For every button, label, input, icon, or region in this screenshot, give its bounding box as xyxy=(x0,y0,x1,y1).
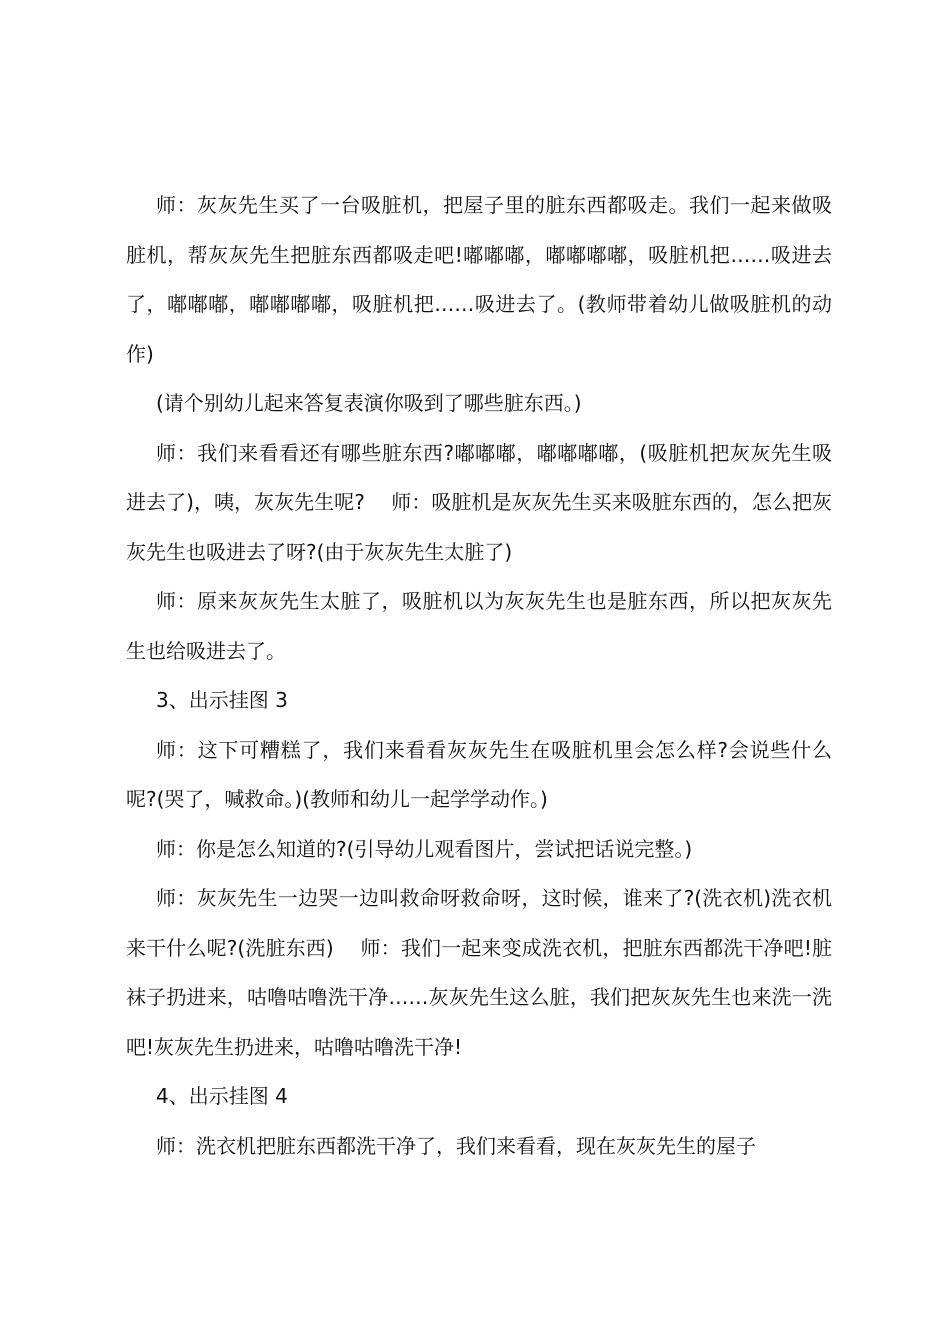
paragraph-5: 师：这下可糟糕了，我们来看看灰灰先生在吸脏机里会怎么样?会说些什么呢?(哭了，喊救命。)(教师和幼儿一起学学动作。) xyxy=(126,737,832,811)
paragraph-1: 师：灰灰先生买了一台吸脏机，把屋子里的脏东西都吸走。我们一起来做吸脏机，帮灰灰先生把脏东西都吸走吧!嘟嘟嘟，嘟嘟嘟嘟，吸脏机把……吸进去了，嘟嘟嘟，嘟嘟嘟嘟，吸脏机把……吸进去了。(教师带着幼儿做吸脏机的动作) xyxy=(126,193,832,366)
paragraph-7: 师：灰灰先生一边哭一边叫救命呀救命呀，这时候，谁来了?(洗衣机)洗衣机来干什么呢?(洗脏东西) 师：我们一起来变成洗衣机，把脏东西都洗干净吧!脏袜子扔进来，咕噜咕噜洗干净……灰灰先生这么脏，我们把灰灰先生也来洗一洗吧!灰灰先生扔进来，咕噜咕噜洗干净! xyxy=(126,886,832,1059)
paragraph-2: (请个别幼儿起来答复表演你吸到了哪些脏东西。) xyxy=(156,391,582,415)
document-body xyxy=(126,181,832,1171)
section-heading-3: 3、出示挂图 3 xyxy=(156,688,288,712)
paragraph-3: 师：我们来看看还有哪些脏东西?嘟嘟嘟，嘟嘟嘟嘟，(吸脏机把灰灰先生吸进去了)，咦，灰灰先生呢? 师：吸脏机是灰灰先生买来吸脏东西的，怎么把灰灰先生也吸进去了呀?(由于灰灰先生太脏了) xyxy=(126,440,832,564)
paragraph-4: 师：原来灰灰先生太脏了，吸脏机以为灰灰先生也是脏东西，所以把灰灰先生也给吸进去了。 xyxy=(126,589,832,663)
paragraph-8: 师：洗衣机把脏东西都洗干净了，我们来看看，现在灰灰先生的屋子 xyxy=(156,1133,756,1158)
section-heading-4: 4、出示挂图 4 xyxy=(156,1084,288,1108)
paragraph-6: 师：你是怎么知道的?(引导幼儿观看图片，尝试把话说完整。) xyxy=(156,836,693,861)
